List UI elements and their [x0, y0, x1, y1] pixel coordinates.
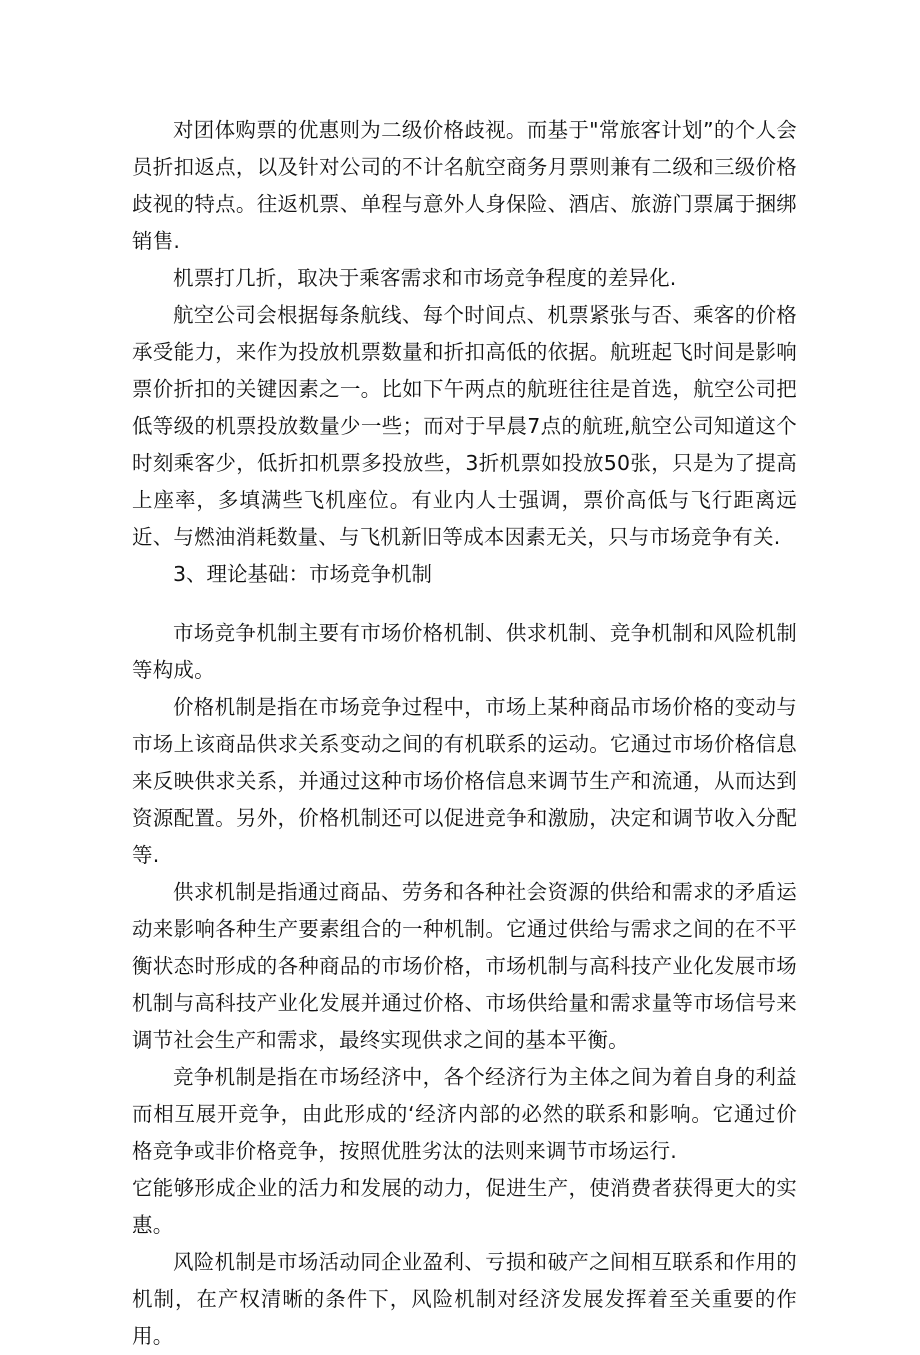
paragraph-price-discrimination: 对团体购票的优惠则为二级价格歧视。而基于"常旅客计划”的个人会员折扣返点，以及针对公司的不计名航空商务月票则兼有二级和三级价格歧视的特点。往返机票、单程与意外人身保险、酒店、旅游门票属于捆绑销售. — [132, 118, 797, 253]
paragraph-risk-mechanism: 风险机制是市场活动同企业盈利、亏损和破产之间相互联系和作用的机制，在产权清晰的条件下，风险机制对经济发展发挥着至关重要的作用。 — [132, 1250, 797, 1348]
paragraph-supply-demand-mechanism: 供求机制是指通过商品、劳务和各种社会资源的供给和需求的矛盾运动来影响各种生产要素组合的一种机制。它通过供给与需求之间的在不平衡状态时形成的各种商品的市场价格，市场机制与高科技产业化发展市场机制与高科技产业化发展并通过价格、市场供给量和需求量等市场信号来调节社会生产和需求，最终实现供求之间的基本平衡。 — [132, 880, 797, 1052]
heading-spacer — [132, 593, 797, 615]
paragraph-price-mechanism: 价格机制是指在市场竞争过程中，市场上某种商品市场价格的变动与市场上该商品供求关系变动之间的有机联系的运动。它通过市场价格信息来反映供求关系，并通过这种市场价格信息来调节生产和流通，从而达到资源配置。另外，价格机制还可以促进竞争和激励，决定和调节收入分配等. — [132, 695, 797, 867]
paragraph-competition-benefits: 它能够形成企业的活力和发展的动力，促进生产，使消费者获得更大的实惠。 — [132, 1176, 797, 1237]
section-heading-theory: 3、理论基础：市场竞争机制 — [173, 562, 433, 586]
paragraph-discount-factor: 机票打几折，取决于乘客需求和市场竞争程度的差异化. — [173, 266, 677, 290]
paragraph-airline-ticket-allocation: 航空公司会根据每条航线、每个时间点、机票紧张与否、乘客的价格承受能力，来作为投放机票数量和折扣高低的依据。航班起飞时间是影响票价折扣的关键因素之一。比如下午两点的航班往往是首选，航空公司把低等级的机票投放数量少一些；而对于早晨7点的航班,航空公司知道这个时刻乘客少，低折扣机票多投放些，3折机票如投放50张，只是为了提高上座率，多填满些飞机座位。有业内人士强调，票价高低与飞行距离远近、与燃油消耗数量、与飞机新旧等成本因素无关，只与市场竞争有关. — [132, 303, 797, 549]
paragraph-competition-mechanism: 竞争机制是指在市场经济中，各个经济行为主体之间为着自身的利益而相互展开竞争，由此形成的‘经济内部的必然的联系和影响。它通过价格竞争或非价格竞争，按照优胜劣汰的法则来调节市场运行. — [132, 1065, 797, 1163]
paragraph-market-mechanism-overview: 市场竞争机制主要有市场价格机制、供求机制、竞争机制和风险机制等构成。 — [132, 621, 797, 682]
document-body — [132, 112, 797, 1355]
